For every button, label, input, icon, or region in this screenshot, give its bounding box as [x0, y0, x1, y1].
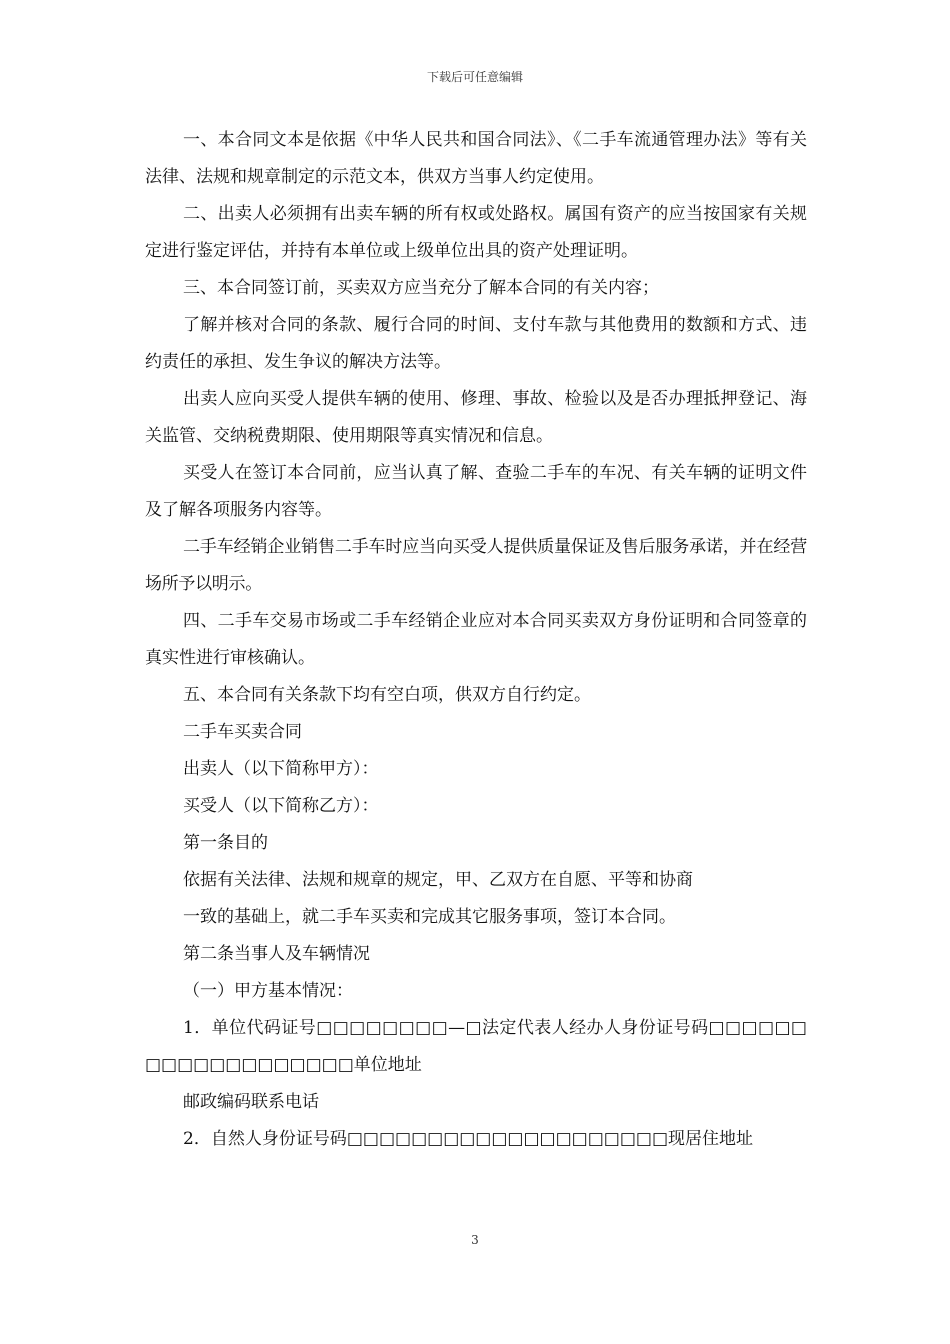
- paragraph: 了解并核对合同的条款、履行合同的时间、支付车款与其他费用的数额和方式、违约责任的承担、发生争议的解决方法等。: [145, 315, 807, 372]
- form-field-line: 2．自然人身份证号码□□□□□□□□□□□□□□□□□□□□现居住地址: [183, 1129, 754, 1149]
- paragraph: 二手车经销企业销售二手车时应当向买受人提供质量保证及售后服务承诺，并在经营场所予以明示。: [145, 537, 807, 594]
- form-field-line: 1．单位代码证号□□□□□□□□—□法定代表人经办人身份证号码□□□□□□□□□□□□□□□□□□□单位地址: [145, 1018, 807, 1075]
- buyer-line: 买受人（以下简称乙方）：: [183, 796, 379, 816]
- paragraph: 三、本合同签订前，买卖双方应当充分了解本合同的有关内容；: [183, 278, 659, 298]
- paragraph: 一致的基础上，就二手车买卖和完成其它服务事项，签订本合同。: [183, 907, 676, 927]
- paragraph: 依据有关法律、法规和规章的规定，甲、乙双方在自愿、平等和协商: [183, 870, 693, 890]
- article-heading: 第一条目的: [183, 833, 268, 853]
- document-body: [145, 122, 807, 1158]
- seller-line: 出卖人（以下简称甲方）：: [183, 759, 379, 779]
- paragraph: 出卖人应向买受人提供车辆的使用、修理、事故、检验以及是否办理抵押登记、海关监管、交纳税费期限、使用期限等真实情况和信息。: [145, 389, 807, 446]
- page-header: 下载后可任意编辑: [426, 70, 523, 84]
- paragraph: 四、二手车交易市场或二手车经销企业应对本合同买卖双方身份证明和合同签章的真实性进行审核确认。: [145, 611, 807, 668]
- contract-title: 二手车买卖合同: [183, 722, 302, 742]
- paragraph: 一、本合同文本是依据《中华人民共和国合同法》、《二手车流通管理办法》等有关法律、法规和规章制定的示范文本，供双方当事人约定使用。: [145, 130, 807, 187]
- page-number: 3: [471, 1233, 479, 1247]
- paragraph: 五、本合同有关条款下均有空白项，供双方自行约定。: [183, 685, 591, 705]
- paragraph: 买受人在签订本合同前，应当认真了解、查验二手车的车况、有关车辆的证明文件及了解各项服务内容等。: [145, 463, 807, 520]
- article-heading: 第二条当事人及车辆情况: [183, 944, 370, 964]
- section-heading: （一）甲方基本情况：: [183, 981, 353, 1001]
- form-field-line: 邮政编码联系电话: [183, 1092, 319, 1112]
- paragraph: 二、出卖人必须拥有出卖车辆的所有权或处路权。属国有资产的应当按国家有关规定进行鉴定评估，并持有本单位或上级单位出具的资产处理证明。: [145, 204, 807, 261]
